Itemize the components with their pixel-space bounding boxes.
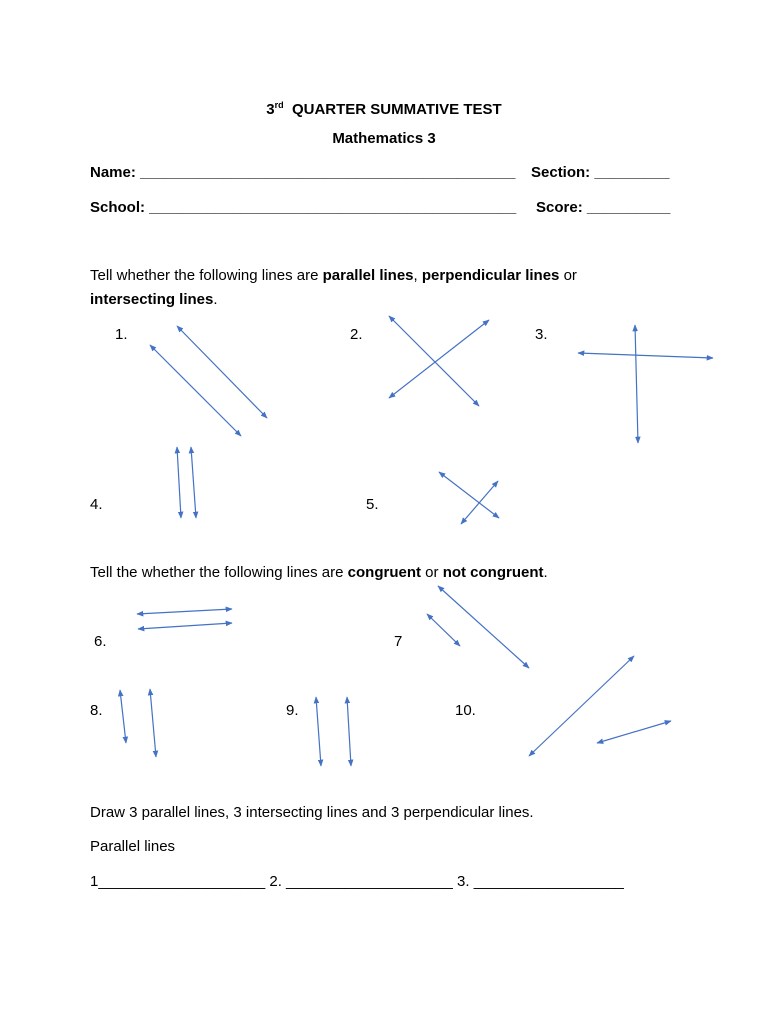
item-number-4: 4. (90, 496, 103, 513)
item-number-2: 2. (350, 326, 363, 343)
figure-6-segments (137, 609, 232, 629)
score-label: Score: (536, 199, 583, 216)
section-label: Section: (531, 164, 591, 181)
term-perpendicular-lines: perpendicular lines (421, 267, 560, 284)
figure-5-intersecting-lines (439, 472, 499, 524)
item-number-10: 10. (455, 702, 476, 719)
section-blank[interactable]: _________ (594, 164, 670, 181)
item-number-6: 6. (94, 633, 107, 650)
part1-instruction-cont: intersecting lines. (90, 291, 218, 308)
test-title: 3rd QUARTER SUMMATIVE TEST (266, 100, 502, 118)
score-blank[interactable]: __________ (586, 199, 671, 216)
part1-instruction: Tell whether the following lines are parallel lines, perpendicular lines or (90, 267, 577, 284)
school-label: School: (90, 199, 145, 216)
figure-8-segments (120, 689, 156, 757)
item-number-7: 7 (394, 633, 403, 650)
figure-1-parallel-lines (150, 326, 267, 436)
figure-7-segments (427, 586, 529, 668)
figure-10-segments (529, 656, 671, 756)
subject-title: Mathematics 3 (332, 130, 436, 147)
item-number-8: 8. (90, 702, 103, 719)
term-congruent: congruent (347, 564, 421, 581)
name-blank[interactable]: _____________________________________________ (140, 164, 516, 181)
item-number-1: 1. (115, 326, 128, 343)
figure-3-perpendicular-lines (578, 325, 713, 443)
item-number-5: 5. (366, 496, 379, 513)
term-not-congruent: not congruent (442, 564, 544, 581)
part2-instruction: Tell the whether the following lines are congruent or not congruent. (90, 564, 548, 581)
school-blank[interactable]: ____________________________________________ (149, 199, 517, 216)
parallel-lines-answer-row[interactable]: 1____________________ 2. ____________________ 3. __________________ (90, 873, 624, 890)
parallel-lines-heading: Parallel lines (90, 838, 176, 855)
item-number-9: 9. (286, 702, 299, 719)
term-intersecting-lines: intersecting lines (90, 291, 214, 308)
name-label: Name: (90, 164, 136, 181)
term-parallel-lines: parallel lines (322, 267, 414, 284)
figure-2-intersecting-lines (389, 316, 489, 406)
item-number-3: 3. (535, 326, 548, 343)
figure-9-segments (316, 697, 351, 766)
part3-instruction: Draw 3 parallel lines, 3 intersecting lines and 3 perpendicular lines. (90, 804, 534, 821)
figure-4-parallel-lines (177, 447, 196, 518)
